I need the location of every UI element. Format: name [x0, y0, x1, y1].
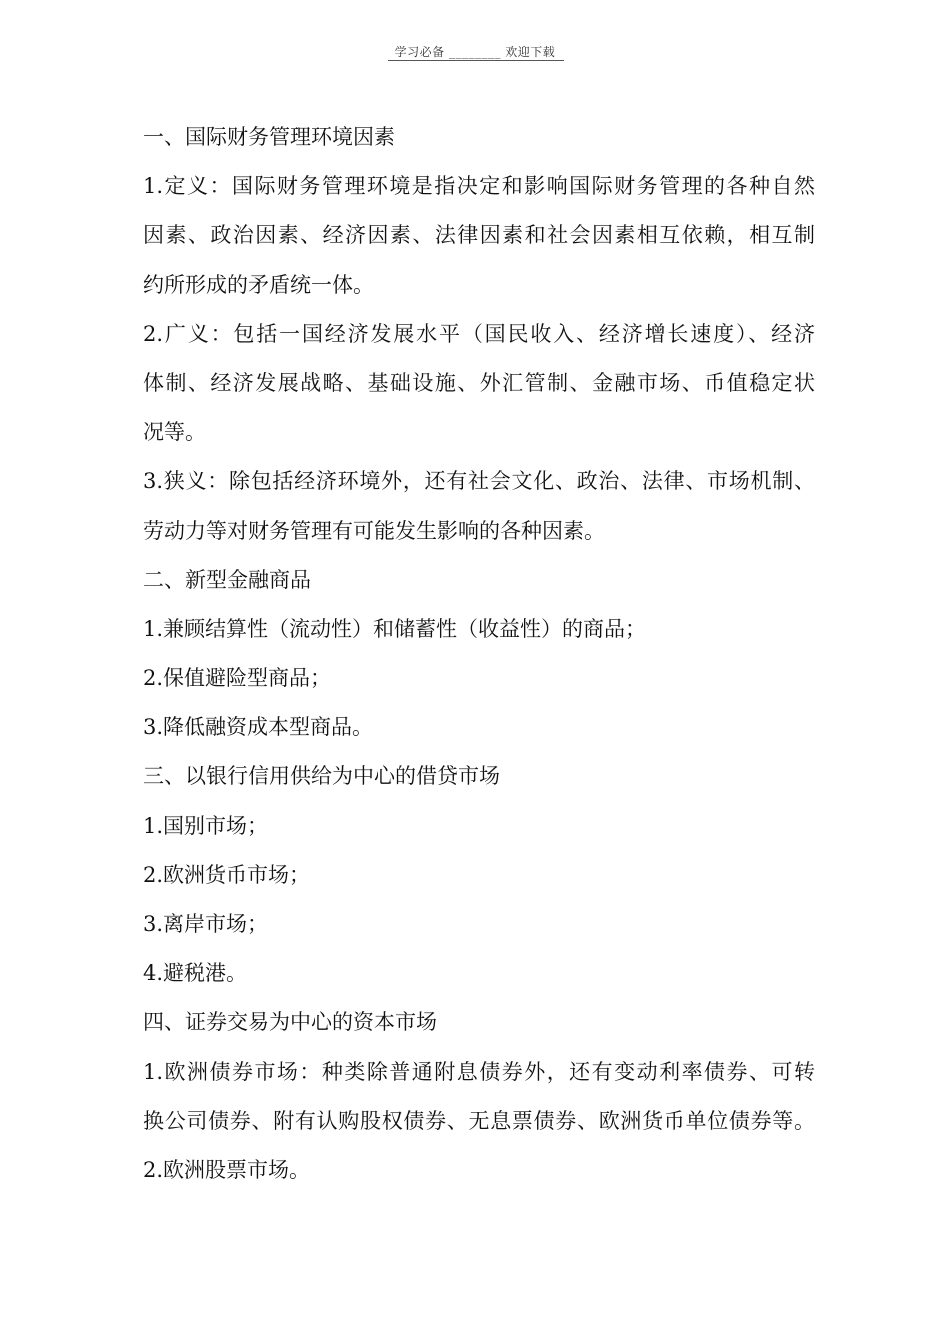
text-line: 四、证券交易为中心的资本市场 [143, 1010, 437, 1035]
text-line: 4.避税港。 [143, 961, 248, 986]
text-line: 况等。 [143, 420, 206, 445]
text-line: 2.广义：包括一国经济发展水平（国民收入、经济增长速度）、经济 [143, 321, 815, 346]
text-line: 体制、经济发展战略、基础设施、外汇管制、金融市场、币值稳定状 [143, 370, 815, 395]
text-line: 1.国别市场； [143, 813, 269, 838]
text-line: 2.欧洲股票市场。 [143, 1157, 311, 1182]
text-line: 2.欧洲货币市场； [143, 862, 311, 887]
text-line: 3.降低融资成本型商品。 [143, 715, 374, 740]
text-line: 1.兼顾结算性（流动性）和储蓄性（收益性）的商品； [143, 616, 647, 641]
text-line: 2.保值避险型商品； [143, 666, 332, 691]
text-line: 一、国际财务管理环境因素 [143, 125, 395, 149]
text-line: 换公司债券、附有认购股权债券、无息票债券、欧洲货币单位债券等。 [143, 1108, 815, 1133]
text-line: 二、新型金融商品 [143, 567, 311, 592]
text-line: 约所形成的矛盾统一体。 [143, 272, 374, 297]
text-line: 三、以银行信用供给为中心的借贷市场 [143, 764, 500, 789]
page-header: 学习必备 ________ 欢迎下载 [394, 45, 556, 59]
text-line: 劳动力等对财务管理有可能发生影响的各种因素。 [143, 518, 605, 543]
text-line: 1.定义：国际财务管理环境是指决定和影响国际财务管理的各种自然 [143, 174, 815, 199]
document-body [143, 113, 815, 1195]
text-line: 因素、政治因素、经济因素、法律因素和社会因素相互依赖，相互制 [143, 223, 815, 248]
text-line: 3.狭义：除包括经济环境外，还有社会文化、政治、法律、市场机制、 [143, 469, 815, 494]
header-underline [388, 60, 564, 61]
text-line: 1.欧洲债券市场：种类除普通附息债券外，还有变动利率债券、可转 [143, 1059, 815, 1084]
text-line: 3.离岸市场； [143, 912, 269, 936]
